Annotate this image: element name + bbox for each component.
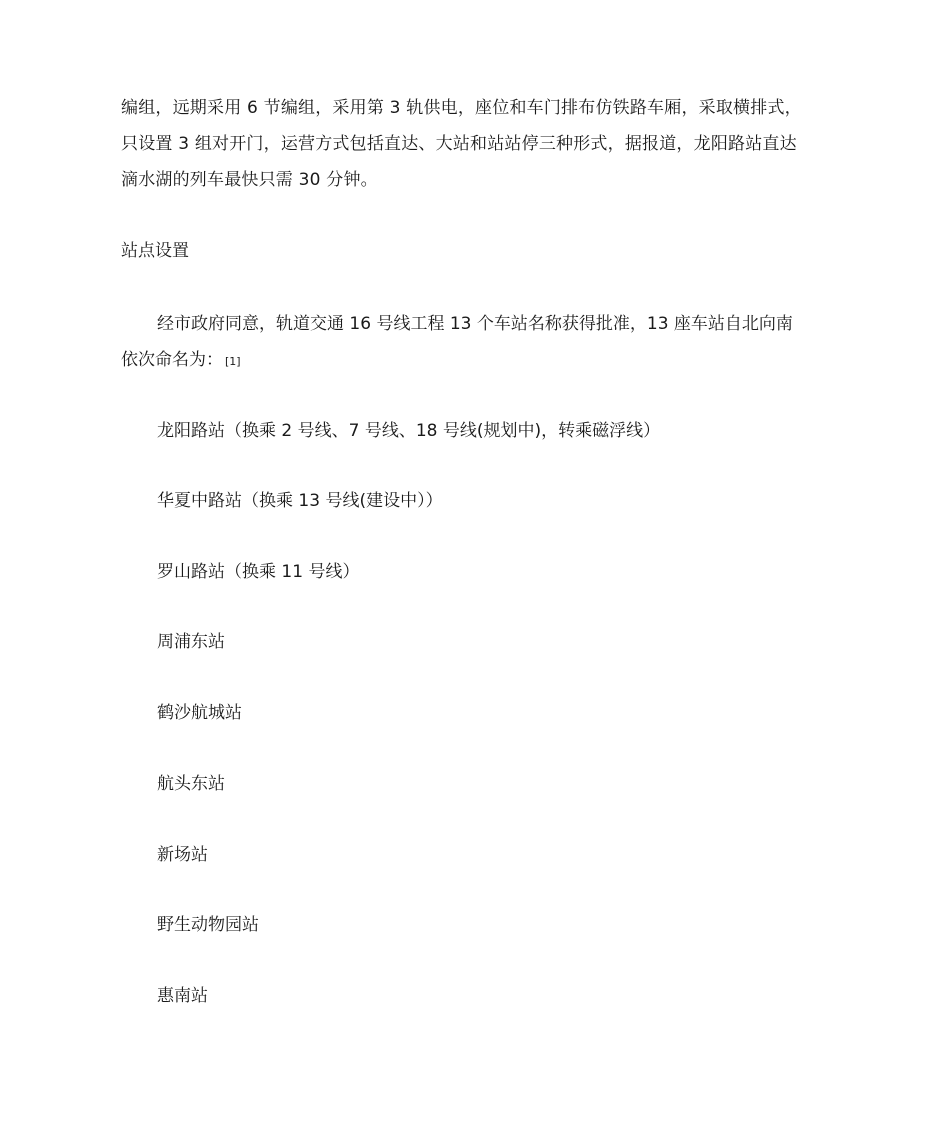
reference-link[interactable]: [1]: [225, 355, 241, 368]
station-item: 龙阳路站（换乘 2 号线、7 号线、18 号线(规划中)，转乘磁浮线）: [157, 421, 661, 441]
paragraph-line-2: [121, 342, 841, 380]
station-naming-paragraph: [121, 306, 841, 380]
station-item: 罗山路站（换乘 11 号线）: [157, 562, 360, 582]
station-item: 野生动物园站: [157, 915, 259, 935]
station-item: 鹤沙航城站: [157, 703, 242, 723]
station-item: 周浦东站: [157, 632, 225, 652]
section-heading: 站点设置: [121, 241, 189, 261]
station-item: 新场站: [157, 845, 208, 865]
station-item: 华夏中路站（换乘 13 号线(建设中））: [157, 491, 443, 511]
intro-line-2: 只设置 3 组对开门，运营方式包括直达、大站和站站停三种形式，据报道，龙阳路站直达: [121, 134, 797, 154]
station-item: 航头东站: [157, 774, 225, 794]
paragraph-line-1: 经市政府同意，轨道交通 16 号线工程 13 个车站名称获得批准，13 座车站自北向南: [157, 314, 793, 334]
paragraph-line-2-text: 依次命名为：: [121, 350, 223, 370]
intro-line-1: 编组，远期采用 6 节编组，采用第 3 轨供电，座位和车门排布仿铁路车厢，采取横排式，: [121, 98, 802, 118]
station-item: 惠南站: [157, 986, 208, 1006]
intro-line-3: 滴水湖的列车最快只需 30 分钟。: [121, 170, 378, 190]
intro-paragraph: [121, 90, 841, 198]
